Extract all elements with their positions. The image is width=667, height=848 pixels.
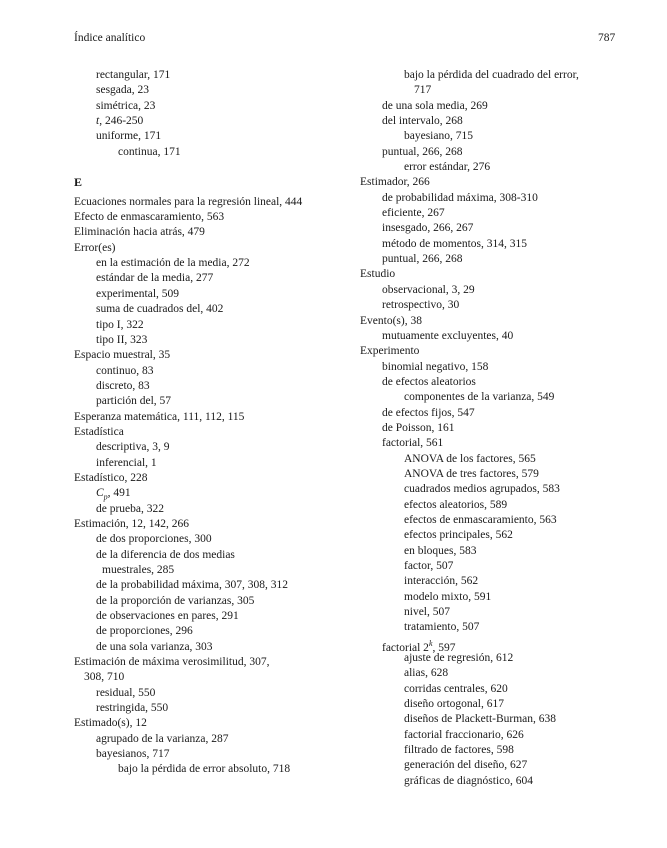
index-entry: componentes de la varianza, 549 (404, 391, 555, 404)
entry-text: , 597 (432, 641, 456, 654)
index-entry: efectos de enmascaramiento, 563 (404, 513, 557, 526)
index-column-left (74, 68, 336, 778)
index-entry: binomial negativo, 158 (382, 360, 489, 373)
index-entry: insesgado, 266, 267 (382, 222, 474, 235)
index-entry: de dos proporciones, 300 (96, 533, 212, 546)
entry-text: , 246-250 (99, 115, 144, 128)
index-entry: de Poisson, 161 (382, 421, 455, 434)
entry-text: , 491 (107, 487, 131, 500)
index-entry-continuation: 717 (414, 84, 432, 97)
index-entry: Eliminación hacia atrás, 479 (74, 226, 205, 239)
index-entry: sesgada, 23 (96, 84, 150, 97)
index-entry: retrospectivo, 30 (382, 299, 460, 312)
index-entry: ANOVA de los factores, 565 (404, 452, 536, 465)
index-entry: agrupado de la varianza, 287 (96, 732, 229, 745)
index-entry: efectos aleatorios, 589 (404, 498, 508, 511)
section-letter: E (74, 175, 83, 190)
index-entry (74, 486, 336, 501)
index-entry: estándar de la media, 277 (96, 272, 214, 285)
index-entry: nivel, 507 (404, 606, 450, 619)
math-variable: t (96, 115, 100, 128)
index-entry: de la diferencia de dos medias (96, 548, 235, 561)
index-entry: generación del diseño, 627 (404, 759, 528, 772)
index-entry: discreto, 83 (96, 379, 150, 392)
index-entry: diseño ortogonal, 617 (404, 698, 504, 711)
index-entry: continua, 171 (118, 145, 181, 158)
index-entry: experimental, 509 (96, 287, 180, 300)
index-entry: bayesianos, 717 (96, 748, 170, 761)
index-entry: modelo mixto, 591 (404, 590, 492, 603)
index-entry: Estimador, 266 (360, 176, 430, 189)
index-entry: Experimento (360, 345, 420, 358)
index-entry: de observaciones en pares, 291 (96, 610, 239, 623)
index-entry: puntual, 266, 268 (382, 145, 463, 158)
index-entry: de una sola varianza, 303 (96, 640, 213, 653)
page-number: 787 (598, 32, 616, 44)
index-entry (74, 114, 336, 129)
index-entry: partición del, 57 (96, 395, 172, 408)
index-entry: filtrado de factores, 598 (404, 744, 514, 757)
math-subscript: p (103, 492, 108, 502)
index-entry: descriptiva, 3, 9 (96, 441, 170, 454)
index-entry (360, 636, 622, 654)
index-entry: Estudio (360, 268, 396, 281)
index-entry: ajuste de regresión, 612 (404, 652, 514, 665)
index-entry: de una sola media, 269 (382, 99, 488, 112)
index-entry: cuadrados medios agrupados, 583 (404, 483, 560, 496)
math-variable: C (96, 487, 104, 500)
index-entry: continuo, 83 (96, 364, 154, 377)
index-entry: corridas centrales, 620 (404, 682, 508, 695)
index-entry: observacional, 3, 29 (382, 283, 475, 296)
index-entry: simétrica, 23 (96, 99, 156, 112)
index-entry: puntual, 266, 268 (382, 253, 463, 266)
index-entry: de proporciones, 296 (96, 625, 193, 638)
index-entry: de la probabilidad máxima, 307, 308, 312 (96, 579, 288, 592)
index-entry: restringida, 550 (96, 702, 169, 715)
index-entry: mutuamente excluyentes, 40 (382, 329, 514, 342)
index-entry: residual, 550 (96, 686, 156, 699)
index-entry: Ecuaciones normales para la regresión lineal, 444 (74, 195, 303, 208)
index-entry: de probabilidad máxima, 308-310 (382, 191, 538, 204)
index-entry: efectos principales, 562 (404, 529, 513, 542)
index-entry: diseños de Plackett-Burman, 638 (404, 713, 557, 726)
index-entry: bajo la pérdida del cuadrado del error, (404, 69, 579, 81)
index-entry: en la estimación de la media, 272 (96, 257, 250, 270)
index-entry: de efectos aleatorios (382, 375, 476, 388)
index-entry: tipo I, 322 (96, 318, 144, 331)
index-entry: tratamiento, 507 (404, 621, 480, 634)
index-entry: factorial, 561 (382, 437, 444, 450)
index-entry: Estimación, 12, 142, 266 (74, 517, 189, 530)
index-entry: gráficas de diagnóstico, 604 (404, 774, 534, 787)
index-entry: Estimación de máxima verosimilitud, 307, (74, 656, 270, 669)
index-entry: Esperanza matemática, 111, 112, 115 (74, 410, 245, 423)
index-entry: método de momentos, 314, 315 (382, 237, 528, 250)
index-entry: rectangular, 171 (96, 69, 171, 81)
running-header-title: Índice analítico (74, 32, 146, 44)
index-entry: Evento(s), 38 (360, 314, 422, 327)
index-entry: Efecto de enmascaramiento, 563 (74, 211, 225, 224)
index-entry: en bloques, 583 (404, 544, 477, 557)
index-entry: de la proporción de varianzas, 305 (96, 594, 255, 607)
index-entry: de prueba, 322 (96, 502, 165, 515)
index-entry: del intervalo, 268 (382, 115, 463, 128)
index-entry: bajo la pérdida de error absoluto, 718 (118, 763, 291, 776)
index-entry: Estadístico, 228 (74, 471, 148, 484)
math-superscript: k (428, 638, 433, 648)
index-entry: ANOVA de tres factores, 579 (404, 467, 539, 480)
index-entry: tipo II, 323 (96, 333, 148, 346)
index-entry: Espacio muestral, 35 (74, 349, 171, 362)
index-entry: suma de cuadrados del, 402 (96, 303, 224, 316)
index-entry-continuation: 308, 710 (84, 671, 125, 684)
index-entry: interacción, 562 (404, 575, 479, 588)
index-entry: bayesiano, 715 (404, 130, 473, 143)
index-entry: alias, 628 (404, 667, 449, 680)
index-entry: de efectos fijos, 547 (382, 406, 475, 419)
index-entry: Estimado(s), 12 (74, 717, 147, 730)
index-column-right (360, 68, 622, 789)
index-entry: factorial fraccionario, 626 (404, 728, 524, 741)
index-entry: factor, 507 (404, 560, 454, 572)
index-entry: eficiente, 267 (382, 207, 445, 220)
index-entry-continuation: muestrales, 285 (102, 564, 175, 576)
index-entry: inferencial, 1 (96, 456, 157, 469)
index-entry: Error(es) (74, 241, 116, 254)
index-entry: uniforme, 171 (96, 130, 162, 143)
index-entry: Estadística (74, 425, 124, 438)
entry-text: factorial 2 (382, 641, 429, 654)
index-entry: error estándar, 276 (404, 161, 491, 174)
